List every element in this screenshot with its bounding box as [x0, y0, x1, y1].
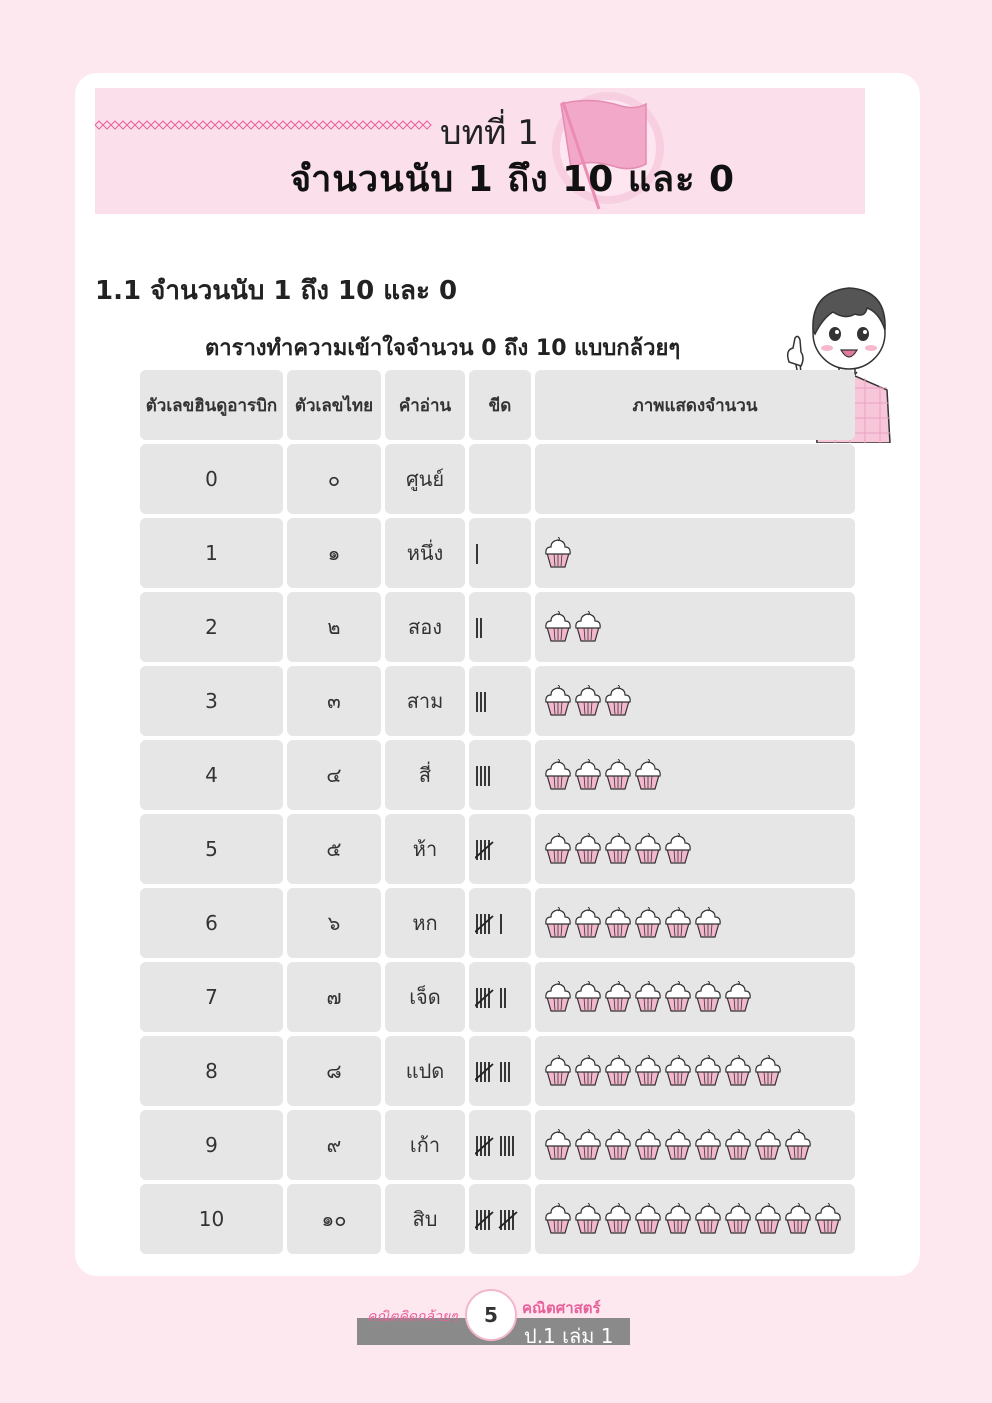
section-heading: 1.1 จำนวนนับ 1 ถึง 10 และ 0	[95, 276, 458, 306]
number-word: ศูนย์	[385, 444, 465, 514]
cupcake-icon	[576, 833, 600, 863]
picture-cell	[535, 1036, 855, 1106]
footer-grade: ป.1 เล่ม 1	[524, 1324, 614, 1348]
cupcake-icon	[666, 1203, 690, 1233]
cupcake-icon	[636, 1129, 660, 1159]
cupcake-group	[545, 611, 605, 643]
arabic-numeral: 9	[140, 1110, 283, 1180]
cupcake-icon	[636, 1203, 660, 1233]
thai-numeral: ๑๐	[287, 1184, 381, 1254]
arabic-numeral: 6	[140, 888, 283, 958]
thai-numeral: ๗	[287, 962, 381, 1032]
picture-cell	[535, 962, 855, 1032]
cupcake-icon	[636, 759, 660, 789]
tally-marks	[475, 538, 529, 568]
cupcake-icon	[756, 1055, 780, 1085]
cupcake-icon	[606, 907, 630, 937]
cupcake-icon	[576, 1129, 600, 1159]
picture-cell	[535, 518, 855, 588]
thai-numeral: ๘	[287, 1036, 381, 1106]
cupcake-icon	[606, 1129, 630, 1159]
arabic-numeral: 3	[140, 666, 283, 736]
picture-cell	[535, 814, 855, 884]
header-thai: ตัวเลขไทย	[287, 370, 381, 440]
cupcake-icon	[546, 833, 570, 863]
arabic-numeral: 7	[140, 962, 283, 1032]
tally-marks	[475, 982, 529, 1012]
cupcake-icon	[546, 537, 570, 567]
cupcake-icon	[666, 1055, 690, 1085]
tally-cell	[469, 518, 531, 588]
tally-cell	[469, 1184, 531, 1254]
chapter-title: จำนวนนับ 1 ถึง 10 และ 0	[290, 159, 736, 200]
arabic-numeral: 0	[140, 444, 283, 514]
tally-cell	[469, 444, 531, 514]
cupcake-icon	[606, 981, 630, 1011]
tally-marks	[475, 1130, 529, 1160]
number-word: หก	[385, 888, 465, 958]
cupcake-icon	[666, 1129, 690, 1159]
cupcake-icon	[726, 1055, 750, 1085]
cupcake-icon	[576, 907, 600, 937]
cupcake-icon	[786, 1129, 810, 1159]
cupcake-icon	[636, 833, 660, 863]
picture-cell	[535, 1110, 855, 1180]
number-word: เจ็ด	[385, 962, 465, 1032]
tally-cell	[469, 888, 531, 958]
thai-numeral: ๓	[287, 666, 381, 736]
picture-cell	[535, 888, 855, 958]
cupcake-icon	[816, 1203, 840, 1233]
cupcake-icon	[666, 907, 690, 937]
arabic-numeral: 10	[140, 1184, 283, 1254]
number-word: สิบ	[385, 1184, 465, 1254]
cupcake-group	[545, 981, 755, 1013]
cupcake-group	[545, 1055, 785, 1087]
tally-marks	[475, 686, 529, 716]
cupcake-icon	[636, 1055, 660, 1085]
tally-marks	[475, 612, 529, 642]
cupcake-group	[545, 759, 665, 791]
number-word: สาม	[385, 666, 465, 736]
tally-cell	[469, 814, 531, 884]
thai-numeral: ๒	[287, 592, 381, 662]
arabic-numeral: 8	[140, 1036, 283, 1106]
tally-marks	[475, 1056, 529, 1086]
cupcake-icon	[606, 1055, 630, 1085]
number-word: สี่	[385, 740, 465, 810]
table-caption: ตารางทำความเข้าใจจำนวน 0 ถึง 10 แบบกล้วยๆ	[205, 336, 681, 361]
picture-cell	[535, 1184, 855, 1254]
cupcake-icon	[546, 1203, 570, 1233]
arabic-numeral: 5	[140, 814, 283, 884]
cupcake-icon	[696, 1055, 720, 1085]
arabic-numeral: 1	[140, 518, 283, 588]
footer-book-name: คณิตคิดกล้วยๆ	[367, 1309, 458, 1325]
cupcake-icon	[606, 685, 630, 715]
cupcake-icon	[576, 1203, 600, 1233]
thai-numeral: ๐	[287, 444, 381, 514]
cupcake-icon	[756, 1129, 780, 1159]
picture-cell	[535, 592, 855, 662]
arabic-numeral: 4	[140, 740, 283, 810]
cupcake-group	[545, 1203, 845, 1235]
number-word: ห้า	[385, 814, 465, 884]
cupcake-group	[545, 907, 725, 939]
thai-numeral: ๑	[287, 518, 381, 588]
cupcake-group	[545, 685, 635, 717]
cupcake-icon	[546, 759, 570, 789]
cupcake-icon	[636, 981, 660, 1011]
cupcake-icon	[696, 907, 720, 937]
cupcake-icon	[726, 1129, 750, 1159]
cupcake-icon	[696, 1203, 720, 1233]
tally-marks	[475, 908, 529, 938]
number-word: หนึ่ง	[385, 518, 465, 588]
cupcake-icon	[726, 981, 750, 1011]
picture-cell	[535, 740, 855, 810]
cupcake-icon	[756, 1203, 780, 1233]
picture-cell	[535, 666, 855, 736]
cupcake-icon	[576, 611, 600, 641]
cupcake-icon	[546, 1055, 570, 1085]
thai-numeral: ๕	[287, 814, 381, 884]
tally-cell	[469, 1036, 531, 1106]
cupcake-icon	[546, 1129, 570, 1159]
header-word: คำอ่าน	[385, 370, 465, 440]
cupcake-icon	[576, 1055, 600, 1085]
cupcake-icon	[546, 981, 570, 1011]
cupcake-group	[545, 537, 575, 569]
cupcake-icon	[786, 1203, 810, 1233]
cupcake-group	[545, 1129, 815, 1161]
header-picture: ภาพแสดงจำนวน	[535, 370, 855, 440]
cupcake-icon	[636, 907, 660, 937]
cupcake-icon	[666, 833, 690, 863]
cupcake-icon	[576, 759, 600, 789]
cupcake-icon	[726, 1203, 750, 1233]
thai-numeral: ๙	[287, 1110, 381, 1180]
diamond-border-decoration	[95, 116, 433, 134]
number-table	[140, 370, 855, 1256]
tally-cell	[469, 962, 531, 1032]
header-tally: ขีด	[469, 370, 531, 440]
cupcake-icon	[696, 981, 720, 1011]
cupcake-icon	[576, 685, 600, 715]
cupcake-group	[545, 833, 695, 865]
cupcake-icon	[606, 759, 630, 789]
picture-cell	[535, 444, 855, 514]
footer-subject: คณิตศาสตร์	[522, 1299, 601, 1317]
cupcake-icon	[696, 1129, 720, 1159]
thai-numeral: ๖	[287, 888, 381, 958]
tally-cell	[469, 592, 531, 662]
cupcake-icon	[546, 907, 570, 937]
tally-marks	[475, 834, 529, 864]
cupcake-icon	[576, 981, 600, 1011]
page-number: 5	[465, 1289, 517, 1341]
header-arabic: ตัวเลขฮินดูอารบิก	[140, 370, 283, 440]
cupcake-icon	[546, 611, 570, 641]
cupcake-icon	[546, 685, 570, 715]
tally-cell	[469, 740, 531, 810]
tally-marks	[475, 760, 529, 790]
number-word: แปด	[385, 1036, 465, 1106]
tally-marks	[475, 1204, 529, 1234]
cupcake-icon	[666, 981, 690, 1011]
number-word: สอง	[385, 592, 465, 662]
chapter-label: บทที่ 1	[440, 113, 539, 153]
number-word: เก้า	[385, 1110, 465, 1180]
tally-cell	[469, 1110, 531, 1180]
tally-cell	[469, 666, 531, 736]
cupcake-icon	[606, 833, 630, 863]
thai-numeral: ๔	[287, 740, 381, 810]
arabic-numeral: 2	[140, 592, 283, 662]
cupcake-icon	[606, 1203, 630, 1233]
